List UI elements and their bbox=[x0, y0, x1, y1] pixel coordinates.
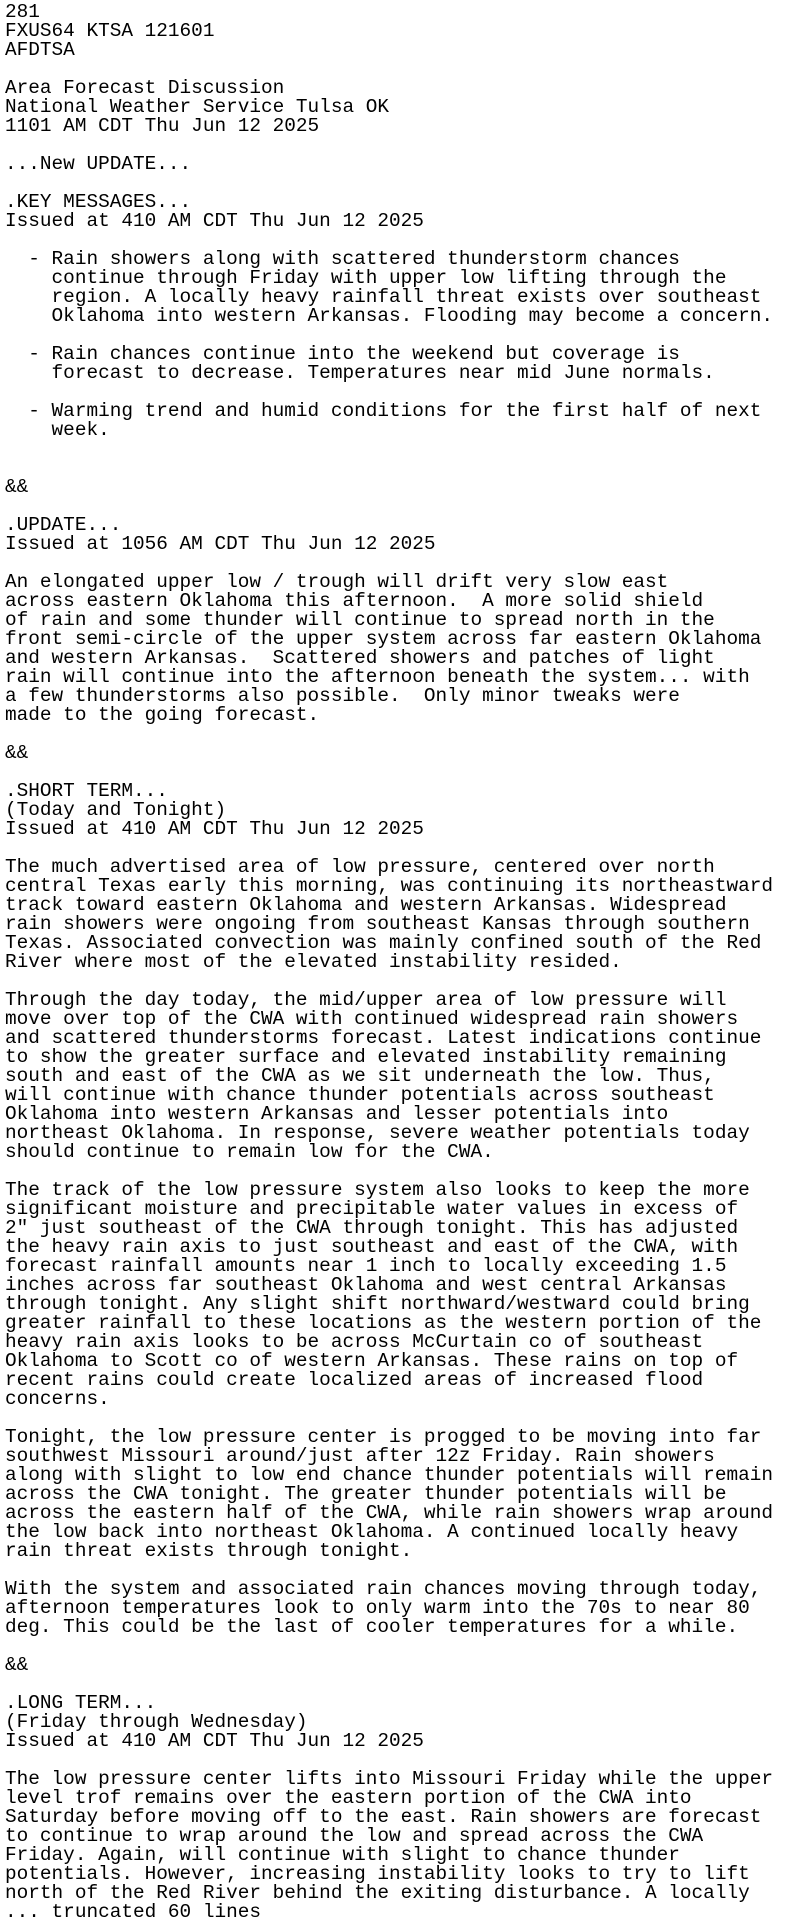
text-line: and scattered thunderstorms forecast. Latest indications continue bbox=[5, 1027, 762, 1049]
text-line: .SHORT TERM... bbox=[5, 780, 168, 802]
text-line: rain will continue into the afternoon beneath the system... with bbox=[5, 666, 750, 688]
text-line: the heavy rain axis to just southeast and east of the CWA, with bbox=[5, 1236, 739, 1258]
text-line: 2" just southeast of the CWA through tonight. This has adjusted bbox=[5, 1217, 739, 1239]
text-line: && bbox=[5, 1654, 29, 1676]
text-line: && bbox=[5, 742, 29, 764]
text-line: deg. This could be the last of cooler temperatures for a while. bbox=[5, 1616, 739, 1638]
text-line: front semi-circle of the upper system across far eastern Oklahoma bbox=[5, 628, 762, 650]
text-line: Tonight, the low pressure center is progged to be moving into far bbox=[5, 1426, 762, 1448]
text-line: rain threat exists through tonight. bbox=[5, 1540, 413, 1562]
text-line: Issued at 1056 AM CDT Thu Jun 12 2025 bbox=[5, 533, 436, 555]
text-line: rain showers were ongoing from southeast Kansas through southern bbox=[5, 913, 750, 935]
text-line: forecast rainfall amounts near 1 inch to locally exceeding 1.5 bbox=[5, 1255, 727, 1277]
text-line: recent rains could create localized areas of increased flood bbox=[5, 1369, 704, 1391]
text-line: Friday. Again, will continue with slight to chance thunder bbox=[5, 1844, 680, 1866]
text-line: significant moisture and precipitable water values in excess of bbox=[5, 1198, 739, 1220]
text-line: region. A locally heavy rainfall threat exists over southeast bbox=[5, 286, 762, 308]
text-line: Oklahoma into western Arkansas. Flooding may become a concern. bbox=[5, 305, 773, 327]
text-line: FXUS64 KTSA 121601 bbox=[5, 20, 215, 42]
text-line: move over top of the CWA with continued widespread rain showers bbox=[5, 1008, 739, 1030]
text-line: Saturday before moving off to the east. Rain showers are forecast bbox=[5, 1806, 762, 1828]
text-line bbox=[5, 725, 773, 744]
text-line: (Today and Tonight) bbox=[5, 799, 227, 821]
text-line: central Texas early this morning, was continuing its northeastward bbox=[5, 875, 773, 897]
text-line: track toward eastern Oklahoma and western Arkansas. Widespread bbox=[5, 894, 727, 916]
text-line bbox=[5, 459, 773, 478]
text-line: .UPDATE... bbox=[5, 514, 122, 536]
text-line: River where most of the elevated instability resided. bbox=[5, 951, 622, 973]
text-line: Oklahoma to Scott co of western Arkansas. These rains on top of bbox=[5, 1350, 739, 1372]
text-line: Through the day today, the mid/upper area of low pressure will bbox=[5, 989, 727, 1011]
text-line: 1101 AM CDT Thu Jun 12 2025 bbox=[5, 115, 320, 137]
text-line: The much advertised area of low pressure, centered over north bbox=[5, 856, 715, 878]
text-line: the low back into northeast Oklahoma. A continued locally heavy bbox=[5, 1521, 739, 1543]
truncated-notice: ... truncated 60 lines bbox=[5, 1903, 261, 1922]
text-line: potentials. However, increasing instability looks to try to lift bbox=[5, 1863, 750, 1885]
text-line: level trof remains over the eastern portion of the CWA into bbox=[5, 1787, 692, 1809]
text-line: of rain and some thunder will continue to spread north in the bbox=[5, 609, 715, 631]
text-line: northeast Oklahoma. In response, severe weather potentials today bbox=[5, 1122, 750, 1144]
text-line bbox=[5, 440, 773, 459]
text-line: ...New UPDATE... bbox=[5, 153, 192, 175]
text-line: south and east of the CWA as we sit underneath the low. Thus, bbox=[5, 1065, 715, 1087]
text-line: a few thunderstorms also possible. Only minor tweaks were bbox=[5, 685, 680, 707]
text-line: inches across far southeast Oklahoma and west central Arkansas bbox=[5, 1274, 727, 1296]
text-line: should continue to remain low for the CWA. bbox=[5, 1141, 494, 1163]
text-line: .KEY MESSAGES... bbox=[5, 191, 192, 213]
text-line: 281 bbox=[5, 1, 40, 23]
text-line: along with slight to low end chance thunder potentials will remain bbox=[5, 1464, 773, 1486]
text-line: will continue with chance thunder potentials across southeast bbox=[5, 1084, 715, 1106]
text-line: Issued at 410 AM CDT Thu Jun 12 2025 bbox=[5, 1730, 424, 1752]
text-line: afternoon temperatures look to only warm into the 70s to near 80 bbox=[5, 1597, 750, 1619]
text-line: An elongated upper low / trough will drift very slow east bbox=[5, 571, 669, 593]
text-line: forecast to decrease. Temperatures near mid June normals. bbox=[5, 362, 715, 384]
text-line: through tonight. Any slight shift northward/westward could bring bbox=[5, 1293, 750, 1315]
text-line: and western Arkansas. Scattered showers and patches of light bbox=[5, 647, 715, 669]
text-line: made to the going forecast. bbox=[5, 704, 320, 726]
text-line: week. bbox=[5, 419, 110, 441]
text-line: AFDTSA bbox=[5, 39, 75, 61]
text-line: Oklahoma into western Arkansas and lesser potentials into bbox=[5, 1103, 669, 1125]
text-line: concerns. bbox=[5, 1388, 110, 1410]
text-line: Area Forecast Discussion bbox=[5, 77, 285, 99]
text-line: to continue to wrap around the low and spread across the CWA bbox=[5, 1825, 704, 1847]
text-line: north of the Red River behind the exiting disturbance. A locally bbox=[5, 1882, 750, 1904]
text-line: across eastern Oklahoma this afternoon. A more solid shield bbox=[5, 590, 704, 612]
text-line: Texas. Associated convection was mainly confined south of the Red bbox=[5, 932, 762, 954]
text-line: continue through Friday with upper low lifting through the bbox=[5, 267, 727, 289]
text-line: across the CWA tonight. The greater thunder potentials will be bbox=[5, 1483, 727, 1505]
text-line: (Friday through Wednesday) bbox=[5, 1711, 308, 1733]
text-line: southwest Missouri around/just after 12z Friday. Rain showers bbox=[5, 1445, 715, 1467]
text-line: across the eastern half of the CWA, while rain showers wrap around bbox=[5, 1502, 773, 1524]
afd-text-block bbox=[5, 3, 773, 1922]
text-line: greater rainfall to these locations as the western portion of the bbox=[5, 1312, 762, 1334]
text-line: - Rain showers along with scattered thunderstorm chances bbox=[5, 248, 680, 270]
text-line: heavy rain axis looks to be across McCurtain co of southeast bbox=[5, 1331, 704, 1353]
text-line: The low pressure center lifts into Missouri Friday while the upper bbox=[5, 1768, 773, 1790]
text-line: National Weather Service Tulsa OK bbox=[5, 96, 389, 118]
text-line: - Warming trend and humid conditions for the first half of next bbox=[5, 400, 762, 422]
text-line: Issued at 410 AM CDT Thu Jun 12 2025 bbox=[5, 210, 424, 232]
text-line: With the system and associated rain chances moving through today, bbox=[5, 1578, 762, 1600]
text-line: - Rain chances continue into the weekend but coverage is bbox=[5, 343, 680, 365]
text-line bbox=[5, 1637, 773, 1656]
text-line: to show the greater surface and elevated instability remaining bbox=[5, 1046, 727, 1068]
text-line: Issued at 410 AM CDT Thu Jun 12 2025 bbox=[5, 818, 424, 840]
text-line: && bbox=[5, 476, 29, 498]
text-line: .LONG TERM... bbox=[5, 1692, 157, 1714]
text-line: The track of the low pressure system also looks to keep the more bbox=[5, 1179, 750, 1201]
